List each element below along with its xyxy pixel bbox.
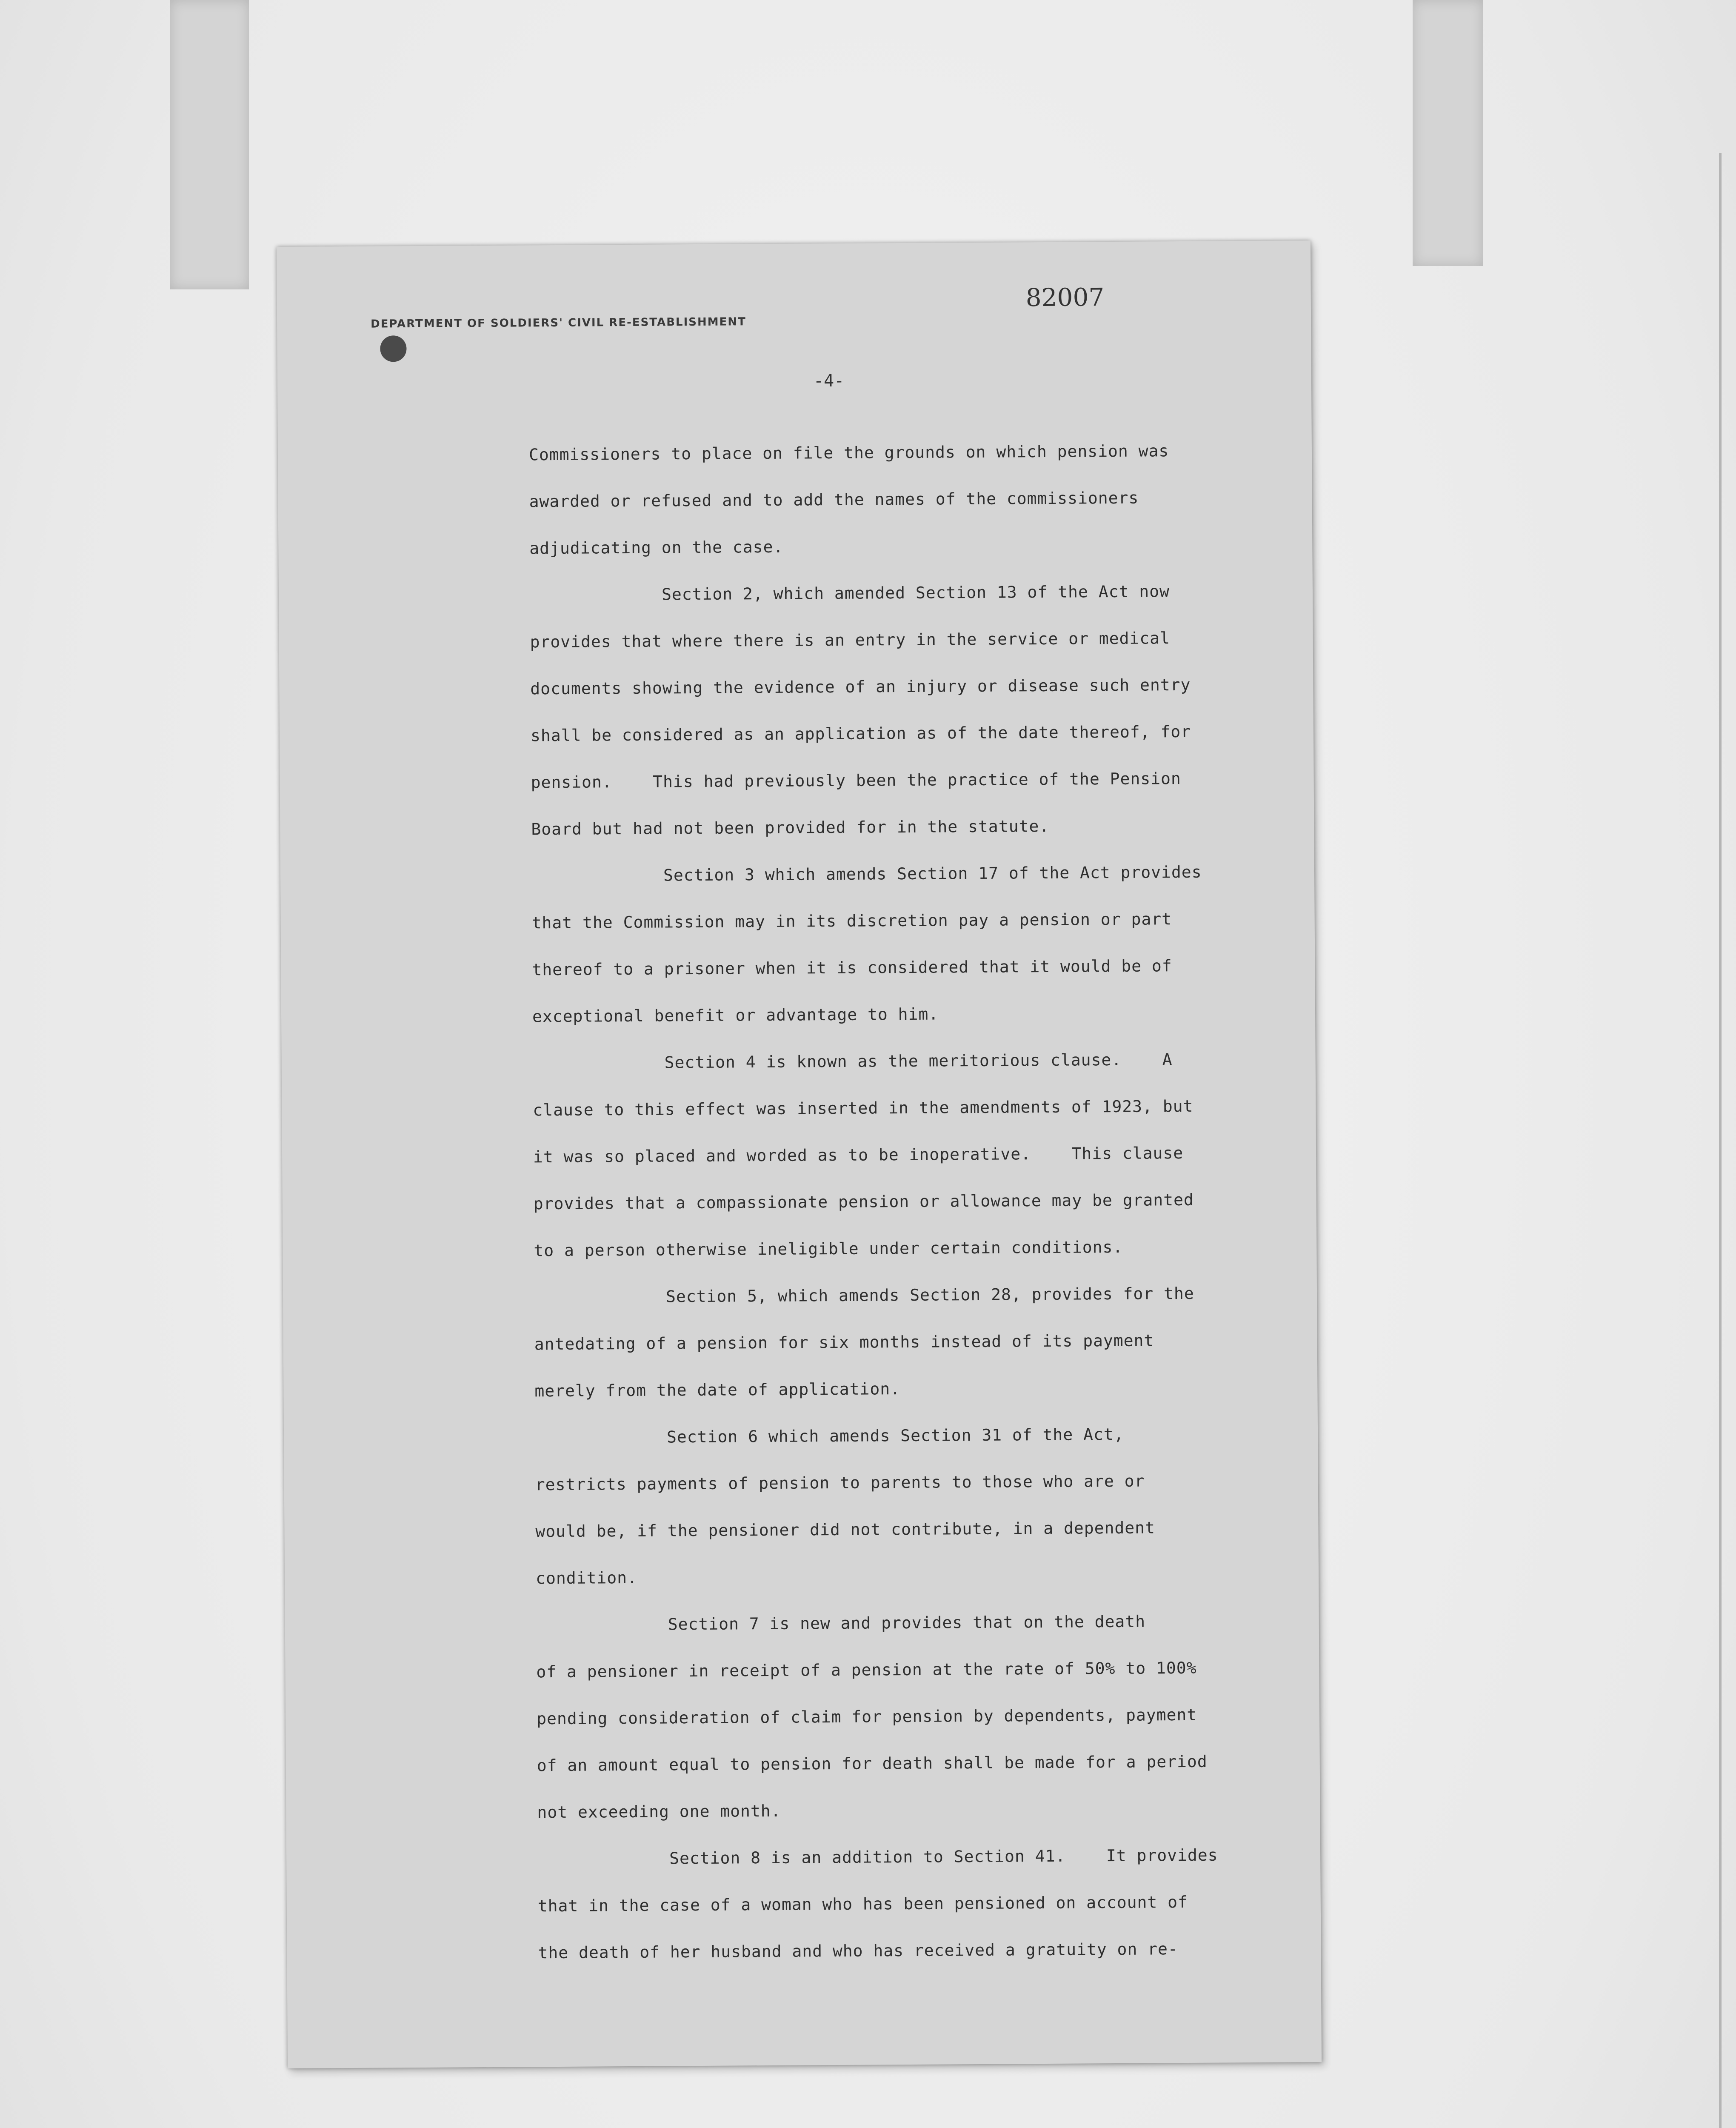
text-line: to a person otherwise ineligible under certain conditions. [534,1237,1123,1260]
text-line: pension. This had previously been the practice of the Pension [531,769,1181,792]
text-line: Section 8 is an addition to Section 41. It provides [669,1845,1218,1868]
text-line: condition. [535,1568,638,1588]
text-line: antedating of a pension for six months instead of its payment [534,1331,1154,1354]
text-line: Board but had not been provided for in the statute. [531,816,1050,839]
text-line: exceptional benefit or advantage to him. [532,1004,939,1026]
text-line: Section 7 is new and provides that on the death [668,1612,1146,1634]
text-line: would be, if the pensioner did not contribute, in a dependent [535,1518,1156,1541]
text-line: shall be considered as an application as of the date thereof, for [530,722,1191,745]
text-line: documents showing the evidence of an injury or disease such entry [530,675,1191,698]
text-line: pending consideration of claim for pension by dependents, payment [537,1705,1197,1728]
text-line: thereof to a prisoner when it is considered that it would be of [532,956,1172,979]
text-line: awarded or refused and to add the names of the commissioners [529,488,1139,511]
page-number: -4- [813,371,845,391]
text-line: restricts payments of pension to parents to those who are or [535,1471,1145,1494]
tape-strip-top-left [170,0,249,289]
document-page [277,240,1322,2068]
letterhead: DEPARTMENT OF SOLDIERS' CIVIL RE-ESTABLISHMENT [371,315,746,331]
text-line: Section 3 which amends Section 17 of the Act provides [663,862,1202,885]
text-line: Commissioners to place on file the grounds on which pension was [528,441,1169,464]
text-line: Section 2, which amended Section 13 of the Act now [661,582,1170,604]
text-line: that the Commission may in its discretion pay a pension or part [531,910,1172,932]
text-line: clause to this effect was inserted in the amendments of 1923, but [533,1096,1194,1120]
text-line: merely from the date of application. [534,1379,901,1401]
text-line: of a pensioner in receipt of a pension at the rate of 50% to 100% [536,1658,1197,1682]
text-line: that in the case of a woman who has been pensioned on account of [537,1892,1188,1916]
frame-edge-right [1719,153,1722,2128]
text-line: provides that where there is an entry in the service or medical [530,629,1171,652]
text-line: of an amount equal to pension for death shall be made for a period [537,1752,1208,1775]
body-text [277,240,1322,2068]
text-line: provides that a compassionate pension or allowance may be granted [533,1190,1194,1213]
text-line: adjudicating on the case. [529,537,784,558]
text-line: Section 6 which amends Section 31 of the Act, [666,1424,1124,1447]
text-line: Section 4 is known as the meritorious clause. A [664,1050,1173,1072]
text-line: not exceeding one month. [537,1801,781,1822]
text-line: the death of her husband and who has received a gratuity on re- [538,1939,1178,1962]
text-line: Section 5, which amends Section 28, provides for the [665,1284,1194,1306]
tape-strip-top-right [1413,0,1483,266]
document-number: 82007 [1025,283,1105,312]
text-line: it was so placed and worded as to be inoperative. This clause [533,1144,1184,1167]
